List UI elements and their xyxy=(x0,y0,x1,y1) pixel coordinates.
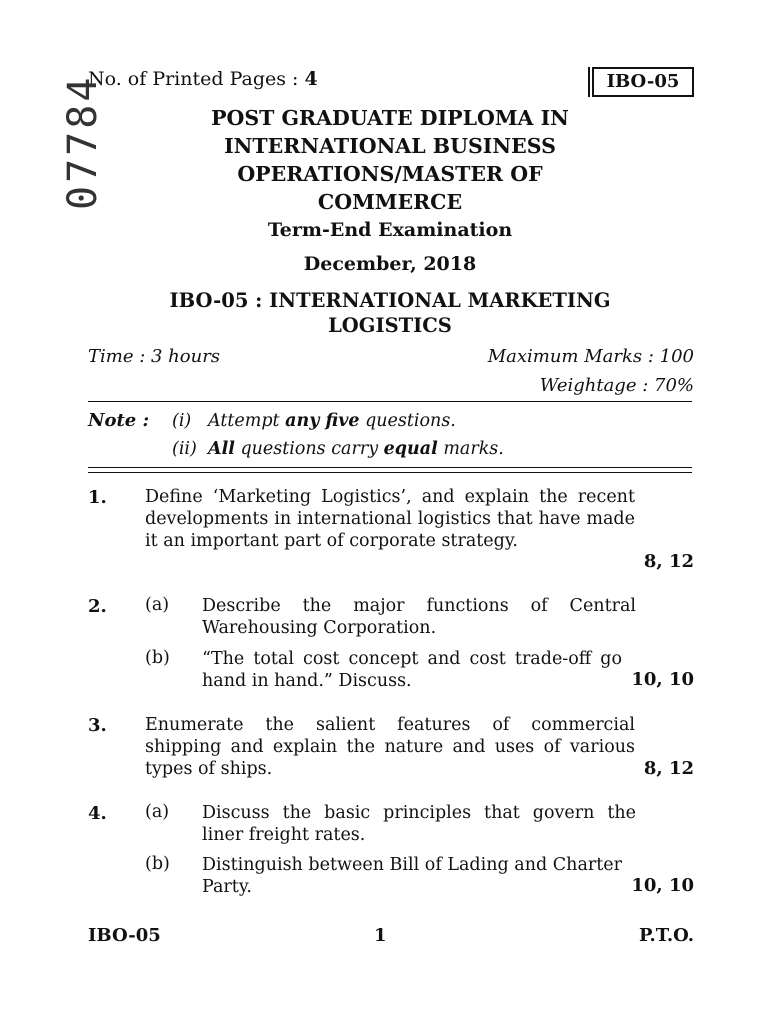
question-number: 3. xyxy=(88,715,107,736)
paper-code-box: IBO-05 xyxy=(592,67,694,97)
note-emphasis: All xyxy=(208,439,235,459)
note-text: marks. xyxy=(437,439,504,459)
question-number: 1. xyxy=(88,487,107,508)
question-marks: 10, 10 xyxy=(631,669,694,690)
title-line: OPERATIONS/MASTER OF xyxy=(237,162,543,186)
question-text: Define ‘Marketing Logistics’, and explain the recent developments in international logistics that have made it an important part of corporate strategy. xyxy=(145,487,635,551)
programme-title xyxy=(150,104,630,216)
note-item-number: (i) xyxy=(172,411,192,431)
divider xyxy=(88,467,692,468)
note-text: questions. xyxy=(359,411,456,431)
time-allowed: Time : 3 hours xyxy=(88,346,221,367)
sub-question-label: (a) xyxy=(145,595,170,615)
sub-question-text: Describe the major functions of Central Warehousing Corporation. xyxy=(202,596,636,638)
printed-pages-value: 4 xyxy=(304,68,318,90)
exam-type: Term-End Examination xyxy=(267,219,513,241)
exam-date: December, 2018 xyxy=(303,253,477,275)
title-line: COMMERCE xyxy=(317,190,463,214)
title-line: INTERNATIONAL BUSINESS xyxy=(224,134,556,158)
note-emphasis: any five xyxy=(285,411,360,431)
serial-number: 07784 xyxy=(60,74,106,210)
note-emphasis: equal xyxy=(383,439,438,459)
footer-paper-code: IBO-05 xyxy=(88,925,161,946)
sub-question-label: (b) xyxy=(145,854,170,874)
sub-question-label: (b) xyxy=(145,648,170,668)
title-line: POST GRADUATE DIPLOMA IN xyxy=(211,106,569,130)
sub-question-text: Discuss the basic principles that govern the liner freight rates. xyxy=(202,803,636,845)
maximum-marks: Maximum Marks : 100 xyxy=(487,346,694,367)
question-marks: 8, 12 xyxy=(643,758,694,779)
note-text: Attempt xyxy=(208,411,286,431)
sub-question-text: “The total cost concept and cost trade-off go hand in hand.” Discuss. xyxy=(202,649,622,691)
sub-question-text: Distinguish between Bill of Lading and Charter Party. xyxy=(202,855,622,897)
course-title xyxy=(125,288,655,338)
printed-pages-label: No. of Printed Pages : xyxy=(88,68,299,90)
question-marks: 10, 10 xyxy=(631,875,694,896)
question-number: 4. xyxy=(88,803,107,824)
note-text: questions carry xyxy=(234,439,384,459)
question-number: 2. xyxy=(88,596,107,617)
footer-pto: P.T.O. xyxy=(638,925,694,946)
note-label: Note : xyxy=(88,410,150,431)
printed-pages xyxy=(88,68,318,90)
course-title-line: IBO-05 : INTERNATIONAL MARKETING xyxy=(169,289,611,312)
footer-page-number: 1 xyxy=(374,925,387,946)
note-item xyxy=(172,439,504,459)
course-title-line: LOGISTICS xyxy=(328,314,452,337)
divider xyxy=(88,401,692,402)
weightage: Weightage : 70% xyxy=(539,375,694,396)
note-item-number: (ii) xyxy=(172,439,197,459)
question-text: Enumerate the salient features of commercial shipping and explain the nature and uses of various types of ships. xyxy=(145,715,635,779)
note-item xyxy=(172,411,456,431)
question-marks: 8, 12 xyxy=(643,551,694,572)
divider xyxy=(88,472,692,473)
sub-question-label: (a) xyxy=(145,802,170,822)
